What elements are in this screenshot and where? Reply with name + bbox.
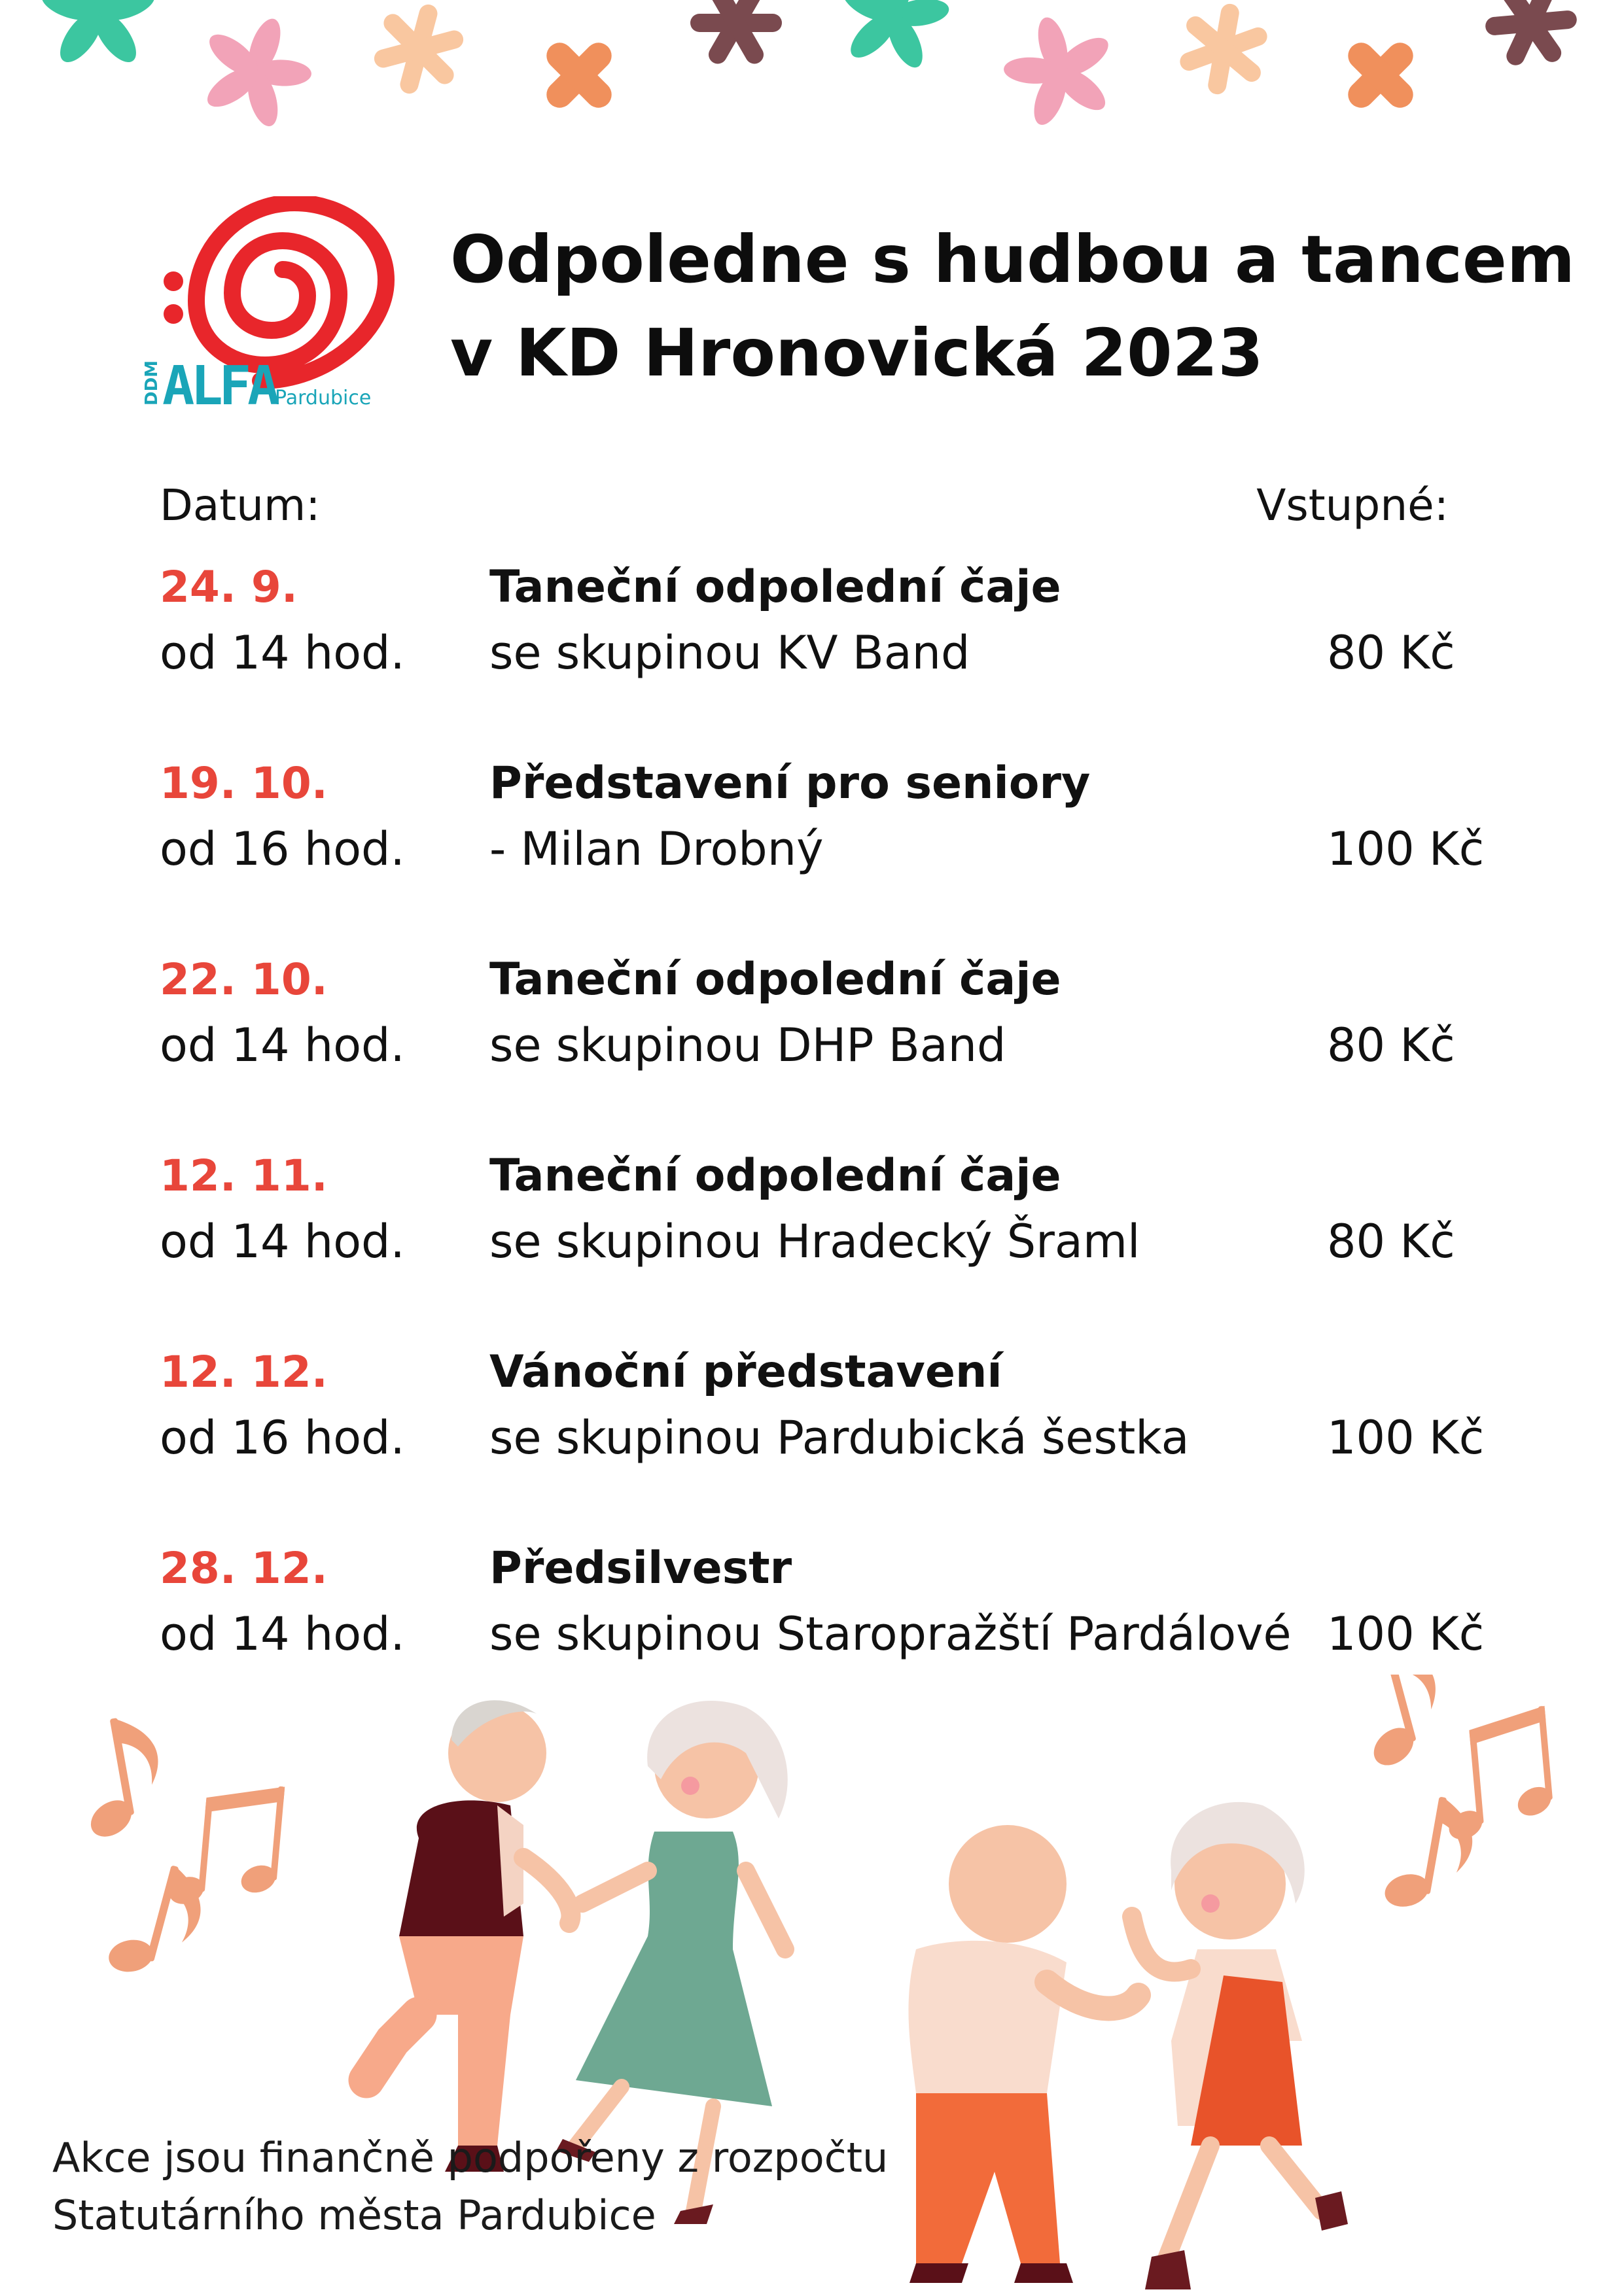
logo-city: Pardubice bbox=[275, 387, 372, 409]
ddm-alfa-logo bbox=[111, 196, 412, 419]
funding-note-line-1: Akce jsou finančně podpořeny z rozpočtu bbox=[52, 2134, 889, 2182]
event-date: 28. 12. bbox=[160, 1543, 328, 1593]
event-price: 100 Kč bbox=[1327, 822, 1485, 876]
sparkle-icon bbox=[1472, 0, 1591, 83]
event-item bbox=[0, 751, 1624, 947]
page-title bbox=[450, 213, 1602, 400]
event-time: od 16 hod. bbox=[160, 822, 405, 876]
event-item bbox=[0, 1340, 1624, 1536]
music-note-icon bbox=[1343, 1675, 1455, 1776]
event-time: od 14 hod. bbox=[160, 626, 405, 680]
event-subtitle: se skupinou DHP Band bbox=[489, 1018, 1006, 1072]
event-name: Taneční odpolední čaje bbox=[489, 954, 1061, 1005]
event-subtitle: se skupinou Staropražští Pardálové bbox=[489, 1607, 1292, 1661]
logo-spiral bbox=[196, 203, 386, 381]
event-name: Představení pro seniory bbox=[489, 757, 1091, 809]
date-column-header: Datum: bbox=[160, 480, 321, 531]
funding-note bbox=[52, 2129, 888, 2244]
title-line-1: Odpoledne s hudbou a tancem bbox=[450, 221, 1576, 298]
event-name: Předsilvestr bbox=[489, 1542, 792, 1594]
event-subtitle: se skupinou Hradecký Šraml bbox=[489, 1215, 1140, 1268]
logo-brand: ALFA bbox=[162, 355, 276, 417]
flower-garland bbox=[0, 0, 1624, 144]
event-subtitle: - Milan Drobný bbox=[489, 822, 824, 876]
funding-note-line-2: Statutárního města Pardubice bbox=[52, 2191, 656, 2239]
event-date: 19. 10. bbox=[160, 758, 328, 809]
cross-icon bbox=[541, 37, 617, 113]
dancing-bald-man bbox=[908, 1825, 1139, 2283]
dancing-man-vest bbox=[366, 1700, 571, 2172]
music-note-icon bbox=[68, 1712, 171, 1846]
cross-icon bbox=[1343, 37, 1419, 113]
title-line-2: v KD Hronovická 2023 bbox=[450, 315, 1263, 391]
event-time: od 16 hod. bbox=[160, 1411, 405, 1465]
flower-icon bbox=[183, 0, 329, 142]
sparkle-icon bbox=[364, 0, 474, 105]
event-price: 80 Kč bbox=[1327, 1018, 1455, 1072]
price-column-header: Vstupné: bbox=[1256, 480, 1449, 531]
logo-dot bbox=[164, 304, 183, 324]
event-price: 80 Kč bbox=[1327, 626, 1455, 680]
logo-prefix: DDM bbox=[142, 360, 162, 406]
event-price: 100 Kč bbox=[1327, 1607, 1485, 1661]
event-time: od 14 hod. bbox=[160, 1607, 405, 1661]
event-item bbox=[0, 947, 1624, 1143]
flower-icon bbox=[990, 3, 1129, 138]
dancing-woman-orange bbox=[1132, 1802, 1348, 2289]
event-price: 80 Kč bbox=[1327, 1215, 1455, 1268]
event-name: Taneční odpolední čaje bbox=[489, 561, 1061, 613]
event-time: od 14 hod. bbox=[160, 1215, 405, 1268]
music-note-icon bbox=[99, 1854, 211, 1994]
sparkle-icon bbox=[675, 0, 797, 84]
flower-icon bbox=[38, 0, 159, 69]
event-item bbox=[0, 1143, 1624, 1340]
event-list bbox=[0, 555, 1624, 1732]
event-date: 24. 9. bbox=[160, 562, 298, 612]
event-name: Taneční odpolední čaje bbox=[489, 1150, 1061, 1202]
music-note-icon bbox=[1376, 1789, 1479, 1923]
event-item bbox=[0, 555, 1624, 751]
event-date: 22. 10. bbox=[160, 954, 328, 1005]
sparkle-icon bbox=[1172, 0, 1275, 102]
event-date: 12. 11. bbox=[160, 1151, 328, 1201]
logo-dot bbox=[164, 271, 183, 291]
event-subtitle: se skupinou KV Band bbox=[489, 626, 970, 680]
event-time: od 14 hod. bbox=[160, 1018, 405, 1072]
event-date: 12. 12. bbox=[160, 1347, 328, 1397]
event-subtitle: se skupinou Pardubická šestka bbox=[489, 1411, 1190, 1465]
event-price: 100 Kč bbox=[1327, 1411, 1485, 1465]
event-name: Vánoční představení bbox=[489, 1346, 1002, 1398]
flower-icon bbox=[827, 0, 959, 78]
